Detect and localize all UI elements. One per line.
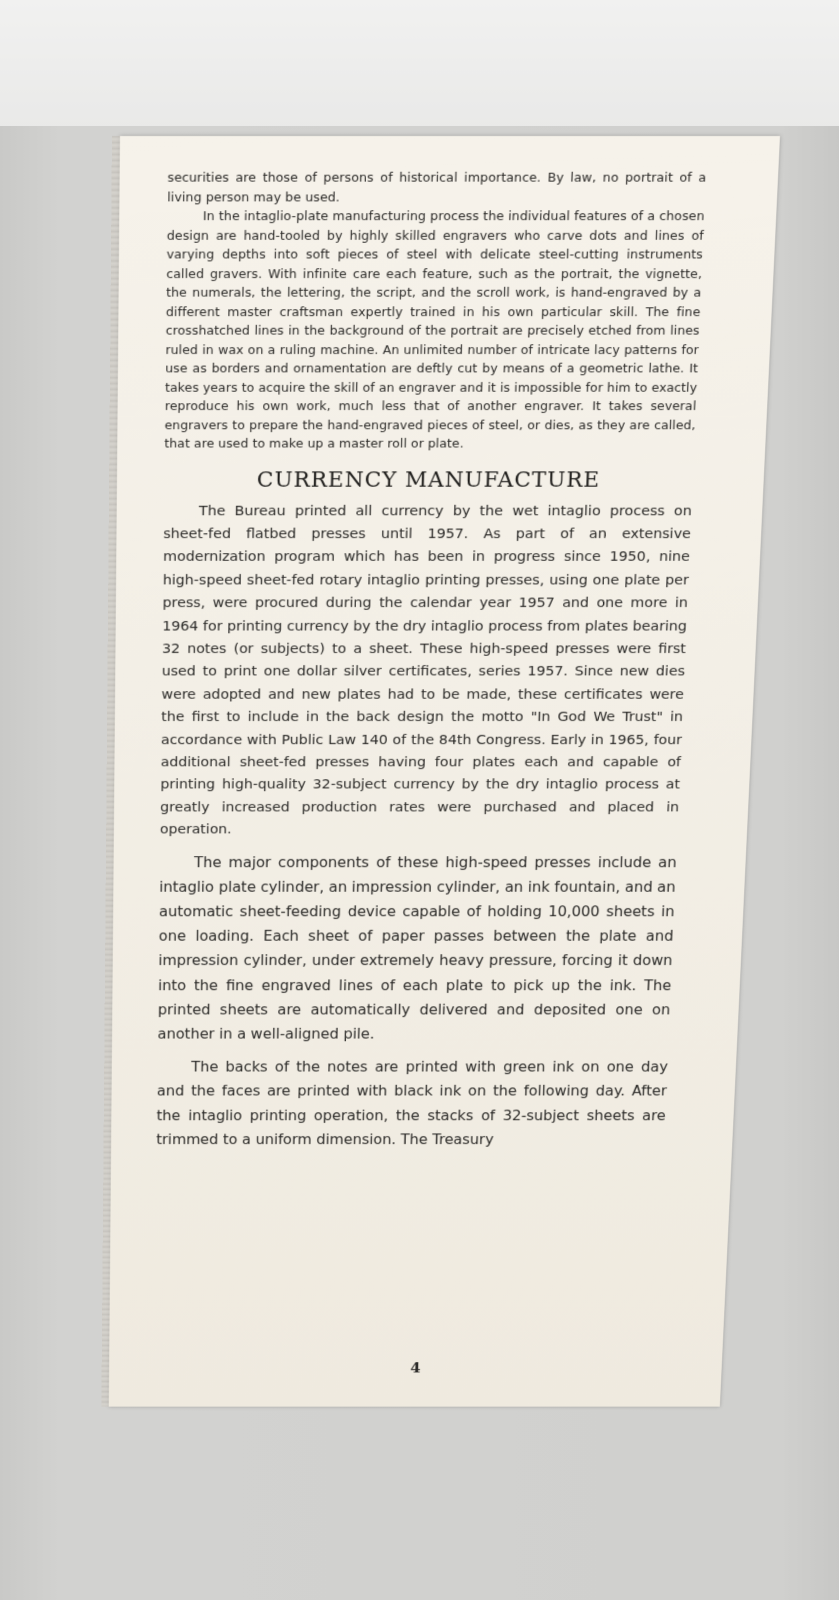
paragraph-intaglio-process: In the intaglio-plate manufacturing process the individual features of a chosen design are hand-tooled by highly skilled engravers who carve dots and lines of varying depths into soft pieces of steel with delicate steel-cutting instruments called gravers. With infinite care each feature, such as the portrait, the vignette, the numerals, the lettering, the script, and the scroll work, is hand-engraved by a different master craftsman expertly trained in his own particular skill. The fine crosshatched lines in the background of the portrait are precisely etched from lines ruled in wax on a ruling machine. An unlimited number of intricate lacy patterns for use as borders and ornamentation are deftly cut by means of a geometric lathe. It takes years to acquire the skill of an engraver and it is impossible for him to exactly reproduce his own work, much less that of another engraver. It takes several engravers to prepare the hand-engraved pieces of steel, or dies, as they are called, that are used to make up a master roll or plate. [164,208,705,451]
page-text [156,168,706,1152]
paragraph-backs-faces: The backs of the notes are printed with green ink on one day and the faces are printed with black ink on the following day. After the intaglio printing operation, the stacks of 32-subject sheets are trimmed to a uniform dimension. The Treasury [156,1059,669,1148]
section-heading: CURRENCY MANUFACTURE [256,468,601,492]
page-number: 4 [410,1359,421,1376]
paragraph-securities: securities are those of persons of historical importance. By law, no portrait of a living person may be used. [167,169,707,204]
booklet-page [109,136,780,1407]
paragraph-bureau-presses: The Bureau printed all currency by the wet intaglio process on sheet-fed flatbed presses until 1957. As part of an extensive modernization program which has been in progress since 1950, nine high-speed sheet-fed rotary intaglio printing presses, using one plate per press, were procured during the calendar year 1957 and one more in 1964 for printing currency by the dry intaglio process from plates bearing 32 notes (or subjects) to a sheet. These high-speed presses were first used to print one dollar silver certificates, series 1957. Since new dies were adopted and new plates had to be made, these certificates were the first to include in the back design the motto "In God We Trust" in accordance with Public Law 140 of the 84th Congress. Early in 1965, four additional sheet-fed presses having four plates each and capable of printing high-quality 32-subject currency by the dry intaglio process at greatly increased production rates were purchased and placed in operation. [159,502,693,838]
paragraph-press-components: The major components of these high-speed presses include an intaglio plate cylinder, an impression cylinder, an ink fountain, and an automatic sheet-feeding device capable of holding 10,000 sheets in one loading. Each sheet of paper passes between the plate and impression cylinder, under extremely heavy pressure, forcing it down into the fine engraved lines of each plate to pick up the ink. The printed sheets are automatically delivered and deposited one on another in a well-aligned pile. [157,854,678,1043]
